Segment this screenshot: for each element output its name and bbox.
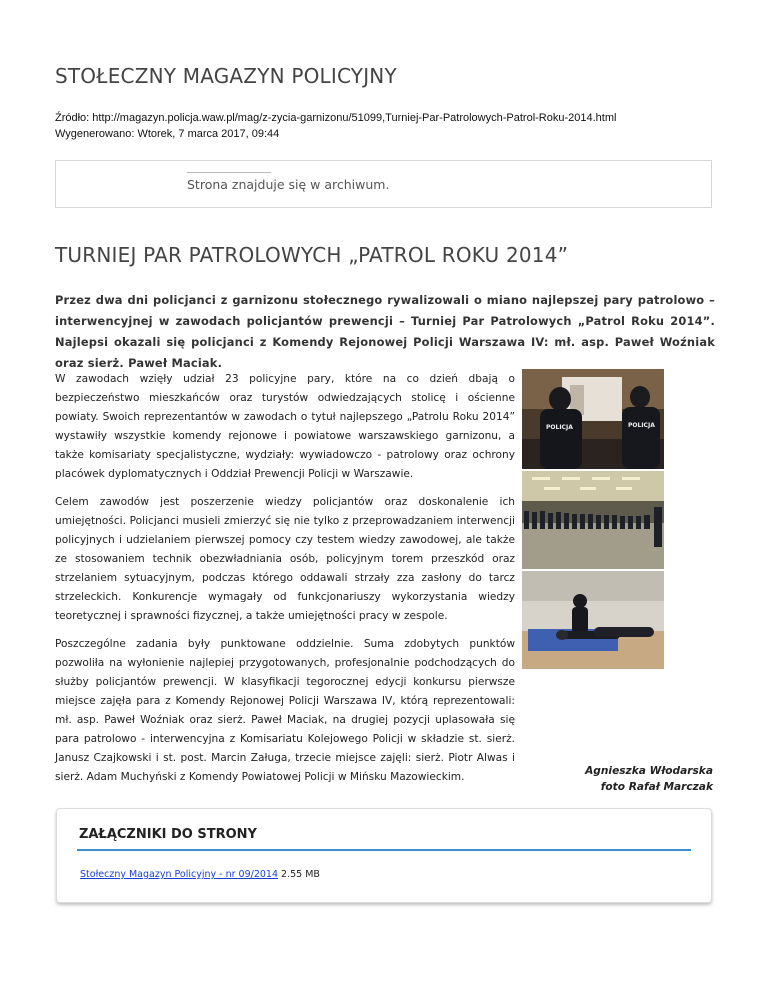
source-url: Źródło: http://magazyn.policja.waw.pl/mag/z-zycia-garnizonu/51099,Turniej-Par-Patrolowych-Patrol-Roku-2014.html: [55, 112, 617, 124]
photo-shooting-range[interactable]: [522, 369, 664, 469]
archive-divider: [187, 172, 271, 173]
archive-notice: Strona znajduje się w archiwum.: [187, 177, 390, 192]
attachment-size: 2.55 MB: [281, 869, 320, 880]
photo-credit: foto Rafał Marczak: [600, 781, 713, 793]
attachment-item: [80, 869, 320, 880]
attachments-panel: [56, 808, 712, 903]
generated-date: Wygenerowano: Wtorek, 7 marca 2017, 09:44: [55, 128, 280, 140]
article-title: TURNIEJ PAR PATROLOWYCH „PATROL ROKU 2014”: [55, 243, 569, 267]
archive-notice-box: [55, 160, 712, 208]
photo-takedown[interactable]: [522, 571, 664, 669]
article-paragraph: Celem zawodów jest poszerzenie wiedzy policjantów oraz doskonalenie ich umiejętności. Policjanci musieli zmierzyć się nie tylko z przeprowadzaniem interwencji policyjnych i udzielaniem pierwszej pomocy czy testem wiedzy zawodowej, ale także ze stosowaniem technik obezwładniania osób, policyjnym torem przeszkód oraz strzelaniem sytuacyjnym, podczas którego oddawali strzały zza zasłony do tarcz strzeleckich. Konkurencje wymagały od funkcjonariuszy wykorzystania wiedzy teoretycznej i sprawności fizycznej, a także umiejętności pracy w zespole.: [55, 496, 515, 622]
takedown-image: [522, 571, 664, 669]
shooting-range-image: [522, 369, 664, 469]
attachments-divider: [77, 849, 691, 851]
author: Agnieszka Włodarska: [585, 765, 713, 777]
article-paragraph: Poszczególne zadania były punktowane oddzielnie. Suma zdobytych punktów pozwoliła na wyłonienie najlepiej przygotowanych, profesjonalnie podchodzących do służby policjantów prewencji. W klasyfikacji tegorocznej edycji konkursu pierwsze miejsce zajęła para z Komendy Rejonowej Policji Warszawa IV, którą reprezentowali: mł. asp. Paweł Woźniak oraz sierż. Paweł Maciak, na drugiej pozycji uplasowała się para patrolowo - interwencyjna z Komisariatu Kolejowego Policji w składzie st. sierż. Janusz Czajkowski i st. post. Marcin Załuga, trzecie miejsce zajęli: sierż. Piotr Alwas i sierż. Adam Muchyński z Komendy Powiatowej Policji w Mińsku Mazowieckim.: [55, 638, 515, 783]
attachments-title: ZAŁĄCZNIKI DO STRONY: [79, 827, 257, 842]
police-label: POLICJA: [628, 422, 655, 429]
article-paragraph: W zawodach wzięły udział 23 policyjne pary, które na co dzień dbają o bezpieczeństwo mieszkańców oraz turystów odwiedzających stolicę i ościenne powiaty. Swoich reprezentantów w zawodach o tytuł najlepszego „Patrolu Roku 2014” wystawiły wszystkie komendy rejonowe i powiatowe warszawskiego garnizonu, a także komisariaty specjalistyczne, wydziały: wywiadowczo - patrolowy oraz ochrony placówek dyplomatycznych i Oddział Prewencji Policji w Warszawie.: [55, 373, 515, 480]
print-meta: [55, 110, 616, 142]
police-label: POLICJA: [546, 424, 573, 431]
article-lead: Przez dwa dni policjanci z garnizonu stołecznego rywalizowali o miano najlepszej pary patrolowo – interwencyjnej w zawodach policjantów prewencji – Turniej Par Patrolowych „Patrol Roku 2014”. Najlepsi okazali się policjanci z Komendy Rejonowej Policji Warszawa IV: mł. asp. Paweł Woźniak oraz sierż. Paweł Maciak.: [55, 293, 715, 370]
attachment-link[interactable]: Stołeczny Magazyn Policyjny - nr 09/2014: [80, 869, 278, 880]
site-title: STOŁECZNY MAGAZYN POLICYJNY: [55, 64, 397, 88]
gym-assembly-image: [522, 471, 664, 569]
article-body: [55, 370, 515, 796]
photo-gym-assembly[interactable]: [522, 471, 664, 569]
